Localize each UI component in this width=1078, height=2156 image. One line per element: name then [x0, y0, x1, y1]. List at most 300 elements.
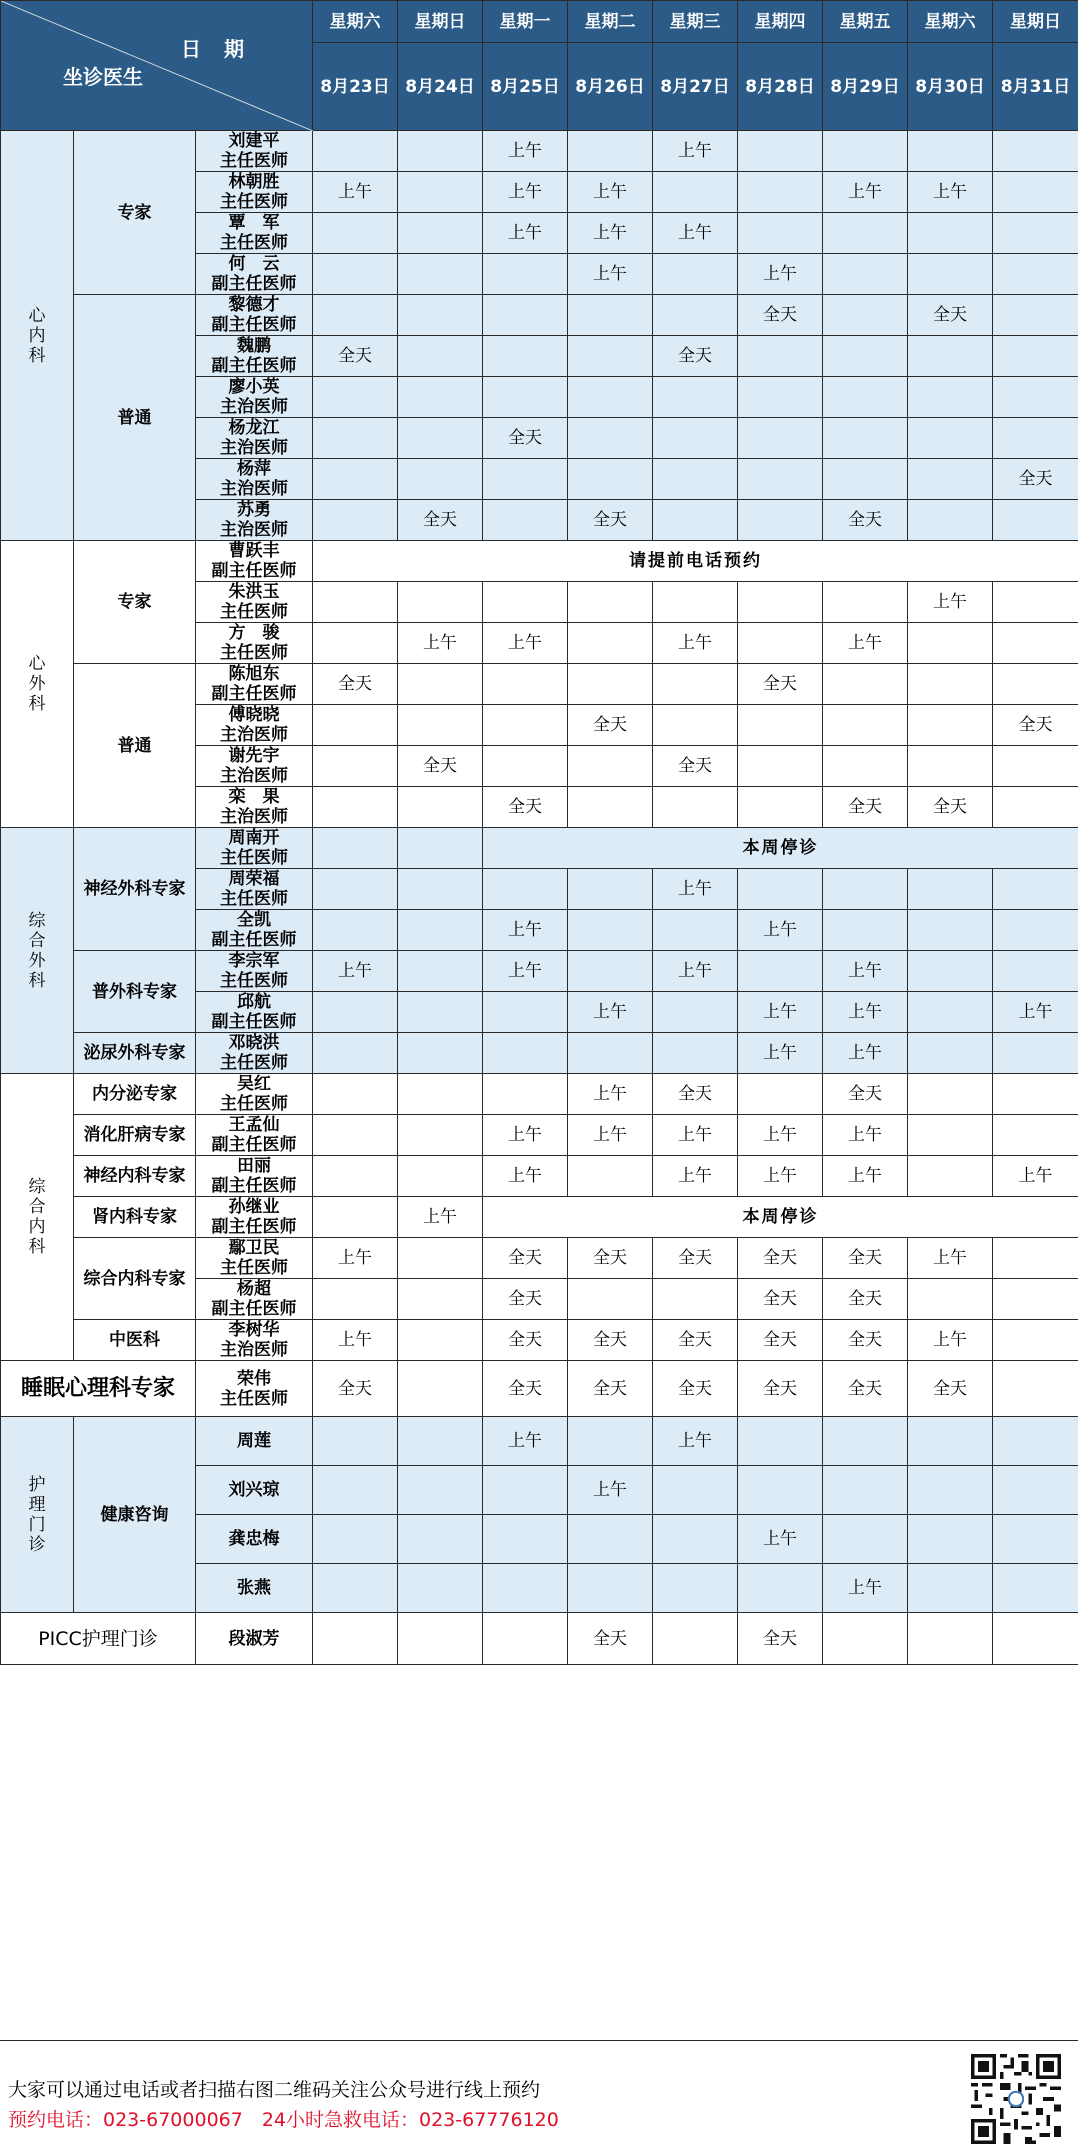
schedule-slot: [483, 869, 568, 910]
schedule-slot: [313, 1115, 398, 1156]
doctor-cell: [196, 1515, 313, 1564]
schedule-slot: 全天: [823, 1279, 908, 1320]
doctor-cell: [196, 1156, 313, 1197]
doctor-cell: [196, 664, 313, 705]
weekday-header: 星期二: [568, 1, 653, 43]
schedule-slot: [738, 582, 823, 623]
schedule-notice: 请提前电话预约: [313, 541, 1078, 582]
schedule-slot: [398, 910, 483, 951]
doctor-row: [1, 1613, 1078, 1665]
schedule-slot: 全天: [483, 1320, 568, 1361]
schedule-slot: [568, 664, 653, 705]
department-label: PICC护理门诊: [1, 1613, 196, 1665]
doctor-cell: [196, 459, 313, 500]
schedule-slot: 全天: [823, 1074, 908, 1115]
schedule-slot: [398, 951, 483, 992]
schedule-slot: 上午: [483, 623, 568, 664]
schedule-slot: [653, 1279, 738, 1320]
schedule-slot: [993, 1515, 1078, 1564]
date-header: 8月23日: [313, 43, 398, 131]
schedule-slot: [823, 869, 908, 910]
schedule-slot: [738, 377, 823, 418]
schedule-slot: 上午: [823, 1156, 908, 1197]
schedule-slot: 上午: [653, 623, 738, 664]
doctor-cell: [196, 992, 313, 1033]
schedule-slot: [993, 1417, 1078, 1466]
schedule-notice: 本周停诊: [483, 1197, 1078, 1238]
doctor-name: 苏勇: [196, 500, 312, 520]
doctor-cell: [196, 582, 313, 623]
schedule-slot: [908, 951, 993, 992]
schedule-slot: [313, 746, 398, 787]
doctor-row: [1, 1156, 1078, 1197]
schedule-slot: [653, 705, 738, 746]
schedule-slot: [908, 992, 993, 1033]
schedule-slot: [738, 1564, 823, 1613]
schedule-slot: 上午: [653, 1156, 738, 1197]
schedule-slot: 上午: [568, 1466, 653, 1515]
schedule-slot: [823, 1515, 908, 1564]
doctor-title: 副主任医师: [196, 315, 312, 335]
weekday-header: 星期五: [823, 1, 908, 43]
department-label: 心 外 科: [1, 541, 74, 828]
schedule-slot: 上午: [908, 582, 993, 623]
date-header: 8月27日: [653, 43, 738, 131]
schedule-slot: [908, 213, 993, 254]
schedule-slot: 全天: [823, 1320, 908, 1361]
schedule-slot: [738, 746, 823, 787]
doctor-title: 主治医师: [196, 479, 312, 499]
schedule-slot: [483, 746, 568, 787]
schedule-slot: [653, 1466, 738, 1515]
schedule-slot: 上午: [398, 1197, 483, 1238]
qr-code-icon[interactable]: [966, 2054, 1066, 2144]
subgroup-label: 专家: [74, 541, 196, 664]
schedule-slot: 上午: [568, 992, 653, 1033]
schedule-slot: [653, 418, 738, 459]
schedule-slot: [398, 1238, 483, 1279]
schedule-slot: [993, 1279, 1078, 1320]
schedule-slot: [993, 1074, 1078, 1115]
schedule-slot: 全天: [653, 746, 738, 787]
doctor-title: 副主任医师: [196, 274, 312, 294]
schedule-slot: [398, 1613, 483, 1665]
schedule-slot: 上午: [823, 1564, 908, 1613]
schedule-slot: [568, 623, 653, 664]
schedule-slot: 全天: [398, 746, 483, 787]
doctor-cell: [196, 295, 313, 336]
doctor-cell: [196, 1361, 313, 1417]
subgroup-label: 肾内科专家: [74, 1197, 196, 1238]
schedule-slot: [313, 459, 398, 500]
schedule-slot: 上午: [568, 213, 653, 254]
doctor-title: 主治医师: [196, 520, 312, 540]
schedule-slot: 上午: [483, 951, 568, 992]
schedule-slot: 全天: [653, 1361, 738, 1417]
schedule-slot: [568, 1033, 653, 1074]
schedule-slot: [738, 869, 823, 910]
schedule-slot: [568, 1417, 653, 1466]
schedule-slot: [908, 131, 993, 172]
schedule-slot: [398, 1515, 483, 1564]
doctor-cell: [196, 705, 313, 746]
date-label: 日 期: [181, 39, 252, 59]
doctor-name: 吴红: [196, 1074, 312, 1094]
schedule-slot: [568, 910, 653, 951]
schedule-slot: [738, 213, 823, 254]
doctor-row: [1, 828, 1078, 869]
schedule-slot: 上午: [653, 1115, 738, 1156]
schedule-slot: [483, 1515, 568, 1564]
schedule-slot: [823, 910, 908, 951]
weekday-header: 星期一: [483, 1, 568, 43]
schedule-slot: [908, 1033, 993, 1074]
doctor-cell: [196, 1074, 313, 1115]
schedule-slot: [908, 869, 993, 910]
doctor-name: 林朝胜: [196, 172, 312, 192]
schedule-slot: [738, 172, 823, 213]
schedule-slot: [483, 705, 568, 746]
doctor-title: 主治医师: [196, 438, 312, 458]
schedule-slot: 上午: [653, 1417, 738, 1466]
schedule-slot: 上午: [653, 869, 738, 910]
schedule-slot: [993, 336, 1078, 377]
schedule-slot: [313, 131, 398, 172]
schedule-slot: [398, 1361, 483, 1417]
schedule-slot: [398, 705, 483, 746]
schedule-slot: [483, 664, 568, 705]
schedule-slot: [993, 1564, 1078, 1613]
corner-diagonal: [1, 1, 313, 131]
schedule-slot: [398, 1074, 483, 1115]
schedule-slot: 全天: [738, 295, 823, 336]
doctor-cell: [196, 787, 313, 828]
schedule-slot: [993, 869, 1078, 910]
subgroup-label: 专家: [74, 131, 196, 295]
doctor-title: 副主任医师: [196, 684, 312, 704]
weekday-header: 星期六: [313, 1, 398, 43]
schedule-slot: [313, 254, 398, 295]
schedule-slot: [823, 336, 908, 377]
schedule-slot: 全天: [823, 787, 908, 828]
schedule-slot: [908, 1115, 993, 1156]
doctor-title: 主任医师: [196, 151, 312, 171]
schedule-slot: 上午: [823, 172, 908, 213]
schedule-slot: [653, 1515, 738, 1564]
doctor-cell: [196, 336, 313, 377]
schedule-slot: [993, 418, 1078, 459]
schedule-slot: 全天: [653, 336, 738, 377]
schedule-slot: [568, 418, 653, 459]
footer-phone-numbers: 预约电话：023-67000067 24小时急救电话：023-67776120: [8, 2105, 559, 2132]
schedule-slot: [483, 500, 568, 541]
schedule-slot: [653, 910, 738, 951]
schedule-slot: [908, 705, 993, 746]
schedule-slot: [823, 459, 908, 500]
schedule-slot: [398, 459, 483, 500]
schedule-slot: [398, 1033, 483, 1074]
schedule-slot: [993, 664, 1078, 705]
schedule-slot: 全天: [313, 664, 398, 705]
schedule-slot: [398, 1156, 483, 1197]
schedule-slot: [738, 336, 823, 377]
schedule-slot: [398, 992, 483, 1033]
doctor-cell: [196, 1466, 313, 1515]
schedule-slot: [908, 336, 993, 377]
subgroup-label: 神经外科专家: [74, 828, 196, 951]
schedule-slot: [313, 1197, 398, 1238]
weekday-header: 星期日: [398, 1, 483, 43]
schedule-slot: [313, 623, 398, 664]
doctor-title: 副主任医师: [196, 1012, 312, 1032]
schedule-slot: 上午: [568, 1115, 653, 1156]
schedule-slot: [483, 1564, 568, 1613]
schedule-slot: 全天: [738, 1238, 823, 1279]
schedule-slot: 上午: [993, 992, 1078, 1033]
schedule-notice: 本周停诊: [483, 828, 1078, 869]
schedule-slot: [993, 172, 1078, 213]
schedule-slot: [653, 172, 738, 213]
schedule-slot: [908, 377, 993, 418]
schedule-slot: 上午: [823, 951, 908, 992]
schedule-slot: [738, 459, 823, 500]
schedule-slot: 上午: [738, 254, 823, 295]
doctor-cell: [196, 746, 313, 787]
schedule-slot: [653, 582, 738, 623]
doctor-row: [1, 1074, 1078, 1115]
schedule-slot: [908, 459, 993, 500]
schedule-slot: 全天: [568, 1320, 653, 1361]
schedule-slot: 上午: [738, 910, 823, 951]
schedule-slot: 上午: [653, 213, 738, 254]
date-header: 8月28日: [738, 43, 823, 131]
schedule-slot: [738, 131, 823, 172]
schedule-slot: [568, 746, 653, 787]
schedule-slot: [568, 459, 653, 500]
schedule-slot: [823, 664, 908, 705]
doctor-name: 邱航: [196, 992, 312, 1012]
schedule-slot: [823, 213, 908, 254]
schedule-slot: 全天: [483, 418, 568, 459]
schedule-slot: [908, 500, 993, 541]
schedule-slot: 上午: [738, 992, 823, 1033]
doctor-title: 副主任医师: [196, 561, 312, 581]
doctor-title: 副主任医师: [196, 930, 312, 950]
doctor-name: 黎德才: [196, 295, 312, 315]
schedule-slot: [908, 1466, 993, 1515]
subgroup-label: 普通: [74, 295, 196, 541]
footer: [0, 2040, 1078, 2156]
doctor-title: 主任医师: [196, 1053, 312, 1073]
schedule-slot: [568, 1515, 653, 1564]
doctor-name: 曹跃丰: [196, 541, 312, 561]
schedule-slot: [313, 1033, 398, 1074]
schedule-slot: 全天: [568, 705, 653, 746]
doctor-name: 周荣福: [196, 869, 312, 889]
schedule-slot: [823, 131, 908, 172]
schedule-slot: [568, 131, 653, 172]
doctor-title: 副主任医师: [196, 1135, 312, 1155]
schedule-slot: [313, 377, 398, 418]
doctor-title: 主任医师: [196, 1094, 312, 1114]
schedule-slot: [908, 1074, 993, 1115]
schedule-slot: 全天: [908, 295, 993, 336]
schedule-slot: [313, 992, 398, 1033]
schedule-slot: [653, 1033, 738, 1074]
schedule-slot: [313, 1279, 398, 1320]
schedule-slot: 全天: [993, 459, 1078, 500]
doctor-cell: [196, 254, 313, 295]
schedule-slot: [313, 213, 398, 254]
schedule-slot: 上午: [823, 992, 908, 1033]
date-header: 8月26日: [568, 43, 653, 131]
doctor-title: 主治医师: [196, 397, 312, 417]
schedule-slot: 上午: [653, 131, 738, 172]
schedule-slot: [483, 1613, 568, 1665]
doctor-title: 主任医师: [196, 1389, 312, 1409]
doctor-title: 副主任医师: [196, 1217, 312, 1237]
schedule-slot: [398, 1564, 483, 1613]
subgroup-label: 消化肝病专家: [74, 1115, 196, 1156]
schedule-slot: [908, 1564, 993, 1613]
doctor-name: 李树华: [196, 1320, 312, 1340]
subgroup-label: 普通: [74, 664, 196, 828]
doctor-cell: [196, 1417, 313, 1466]
schedule-slot: [653, 1564, 738, 1613]
schedule-slot: [398, 213, 483, 254]
schedule-slot: [568, 582, 653, 623]
doctor-cell: [196, 213, 313, 254]
schedule-slot: 上午: [568, 172, 653, 213]
schedule-slot: [398, 336, 483, 377]
schedule-slot: [738, 1074, 823, 1115]
schedule-slot: [483, 1466, 568, 1515]
schedule-slot: [993, 910, 1078, 951]
schedule-slot: 全天: [823, 1238, 908, 1279]
schedule-slot: [908, 418, 993, 459]
schedule-slot: [568, 1564, 653, 1613]
doctor-name: 杨超: [196, 1279, 312, 1299]
schedule-slot: [908, 746, 993, 787]
schedule-slot: 全天: [738, 664, 823, 705]
schedule-slot: 上午: [823, 623, 908, 664]
doctor-cell: [196, 418, 313, 459]
schedule-slot: [568, 951, 653, 992]
doctor-title: 主任医师: [196, 1258, 312, 1278]
schedule-slot: [653, 992, 738, 1033]
subgroup-label: 中医科: [74, 1320, 196, 1361]
schedule-slot: [398, 869, 483, 910]
schedule-slot: 全天: [483, 1361, 568, 1417]
doctor-title: 主任医师: [196, 643, 312, 663]
schedule-slot: 全天: [568, 1613, 653, 1665]
schedule-slot: [993, 254, 1078, 295]
schedule-slot: [483, 459, 568, 500]
doctor-row: [1, 541, 1078, 582]
schedule-slot: 上午: [908, 1238, 993, 1279]
schedule-slot: [908, 1156, 993, 1197]
schedule-slot: [313, 828, 398, 869]
doctor-name: 鄢卫民: [196, 1238, 312, 1258]
schedule-slot: [398, 582, 483, 623]
schedule-slot: 上午: [483, 213, 568, 254]
footer-instructions: 大家可以通过电话或者扫描右图二维码关注公众号进行线上预约: [8, 2075, 540, 2102]
doctor-cell: [196, 1238, 313, 1279]
weekday-header: 星期六: [908, 1, 993, 43]
schedule-slot: 全天: [653, 1074, 738, 1115]
schedule-slot: [738, 951, 823, 992]
schedule-slot: [568, 869, 653, 910]
subgroup-label: 健康咨询: [74, 1417, 196, 1613]
schedule-slot: [483, 377, 568, 418]
schedule-slot: 全天: [398, 500, 483, 541]
schedule-slot: 上午: [313, 1238, 398, 1279]
doctor-name: 周莲: [196, 1431, 312, 1451]
schedule-slot: [823, 1417, 908, 1466]
doctor-cell: [196, 951, 313, 992]
schedule-slot: 全天: [738, 1279, 823, 1320]
schedule-slot: 全天: [483, 787, 568, 828]
schedule-slot: [993, 951, 1078, 992]
schedule-slot: 全天: [653, 1320, 738, 1361]
doctor-name: 周南开: [196, 828, 312, 848]
schedule-slot: [993, 213, 1078, 254]
schedule-slot: 上午: [823, 1033, 908, 1074]
schedule-slot: [653, 295, 738, 336]
schedule-slot: 全天: [313, 336, 398, 377]
schedule-slot: [653, 254, 738, 295]
doctor-cell: [196, 1320, 313, 1361]
doctor-name: 孙继业: [196, 1197, 312, 1217]
schedule-slot: 全天: [908, 787, 993, 828]
schedule-slot: [483, 295, 568, 336]
department-label: 睡眠心理科专家: [1, 1361, 196, 1417]
schedule-slot: 上午: [568, 254, 653, 295]
schedule-slot: [313, 500, 398, 541]
schedule-slot: 全天: [823, 1361, 908, 1417]
schedule-slot: [993, 295, 1078, 336]
doctor-cell: [196, 500, 313, 541]
schedule-slot: 全天: [313, 1361, 398, 1417]
doctor-label: 坐诊医生: [63, 67, 143, 87]
doctor-cell: [196, 131, 313, 172]
schedule-slot: [738, 1466, 823, 1515]
schedule-slot: [993, 623, 1078, 664]
doctor-name: 栾 果: [196, 787, 312, 807]
doctor-title: 副主任医师: [196, 1176, 312, 1196]
subgroup-label: 泌尿外科专家: [74, 1033, 196, 1074]
schedule-slot: [993, 1115, 1078, 1156]
doctor-name: 魏鹏: [196, 336, 312, 356]
schedule-slot: [908, 910, 993, 951]
doctor-cell: [196, 1564, 313, 1613]
schedule-slot: [398, 664, 483, 705]
schedule-slot: [568, 336, 653, 377]
doctor-name: 荣伟: [196, 1369, 312, 1389]
schedule-slot: [398, 1320, 483, 1361]
schedule-slot: [908, 1417, 993, 1466]
doctor-cell: [196, 541, 313, 582]
doctor-name: 谢先宇: [196, 746, 312, 766]
subgroup-label: 综合内科专家: [74, 1238, 196, 1320]
doctor-row: [1, 1361, 1078, 1417]
schedule-slot: [653, 664, 738, 705]
schedule-slot: [653, 377, 738, 418]
doctor-title: 主治医师: [196, 1340, 312, 1360]
schedule-slot: [993, 500, 1078, 541]
doctor-title: 主治医师: [196, 725, 312, 745]
schedule-slot: [483, 582, 568, 623]
